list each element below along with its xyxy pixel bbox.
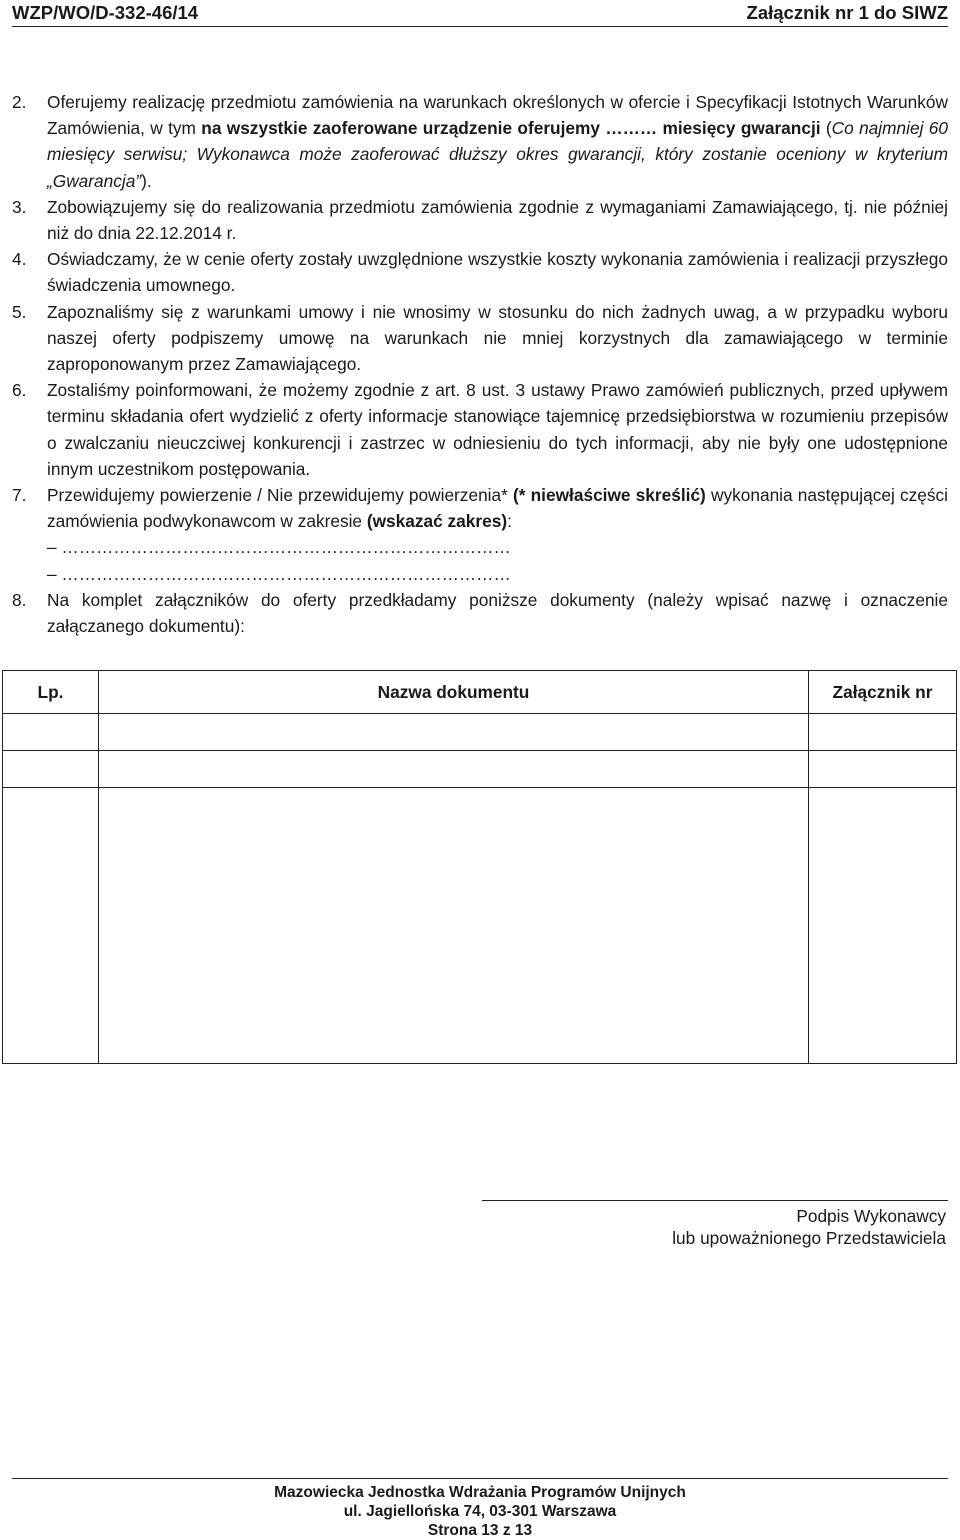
item-number: 2. [12,92,27,112]
signature-line [482,1200,948,1201]
column-header-document-name: Nazwa dokumentu [99,671,809,714]
item-text: Zobowiązujemy się do realizowania przedmiotu zamówienia zgodnie z wymaganiami Zamawiającego, tj. nie później niż do dnia 22.12.2014 r. [47,196,948,244]
table-header-row [3,671,957,714]
scope-note: (wskazać zakres) [366,511,508,532]
column-header-attachment-number: Załącznik nr [809,671,957,714]
page-header [12,0,948,26]
table-cell[interactable] [3,714,99,751]
item-text: Oświadczamy, że w cenie oferty zostały uwzględnione wszystkie koszty wykonania zamówienia i realizacji przyszłego świadczenia umownego. [47,249,948,296]
list-item-7 [12,482,948,587]
table-cell[interactable] [99,714,809,751]
table-row [3,714,957,751]
documents-table [2,670,957,1064]
item-text: Oferujemy realizację przedmiotu zamówienia na warunkach określonych w ofercie i Specyfikacji Istotnych Warunków Zamówienia, w tym na wszystkie zaoferowane urządzenie oferujemy ……… miesięcy gwarancji (Co najmniej 60 miesięcy serwisu; Wykonawca może zaoferować dłuższy okres gwarancji, który zostanie oceniony w kryterium „Gwarancja”). [47,92,948,191]
header-divider [12,26,948,27]
signature-caption-1: Podpis Wykonawcy [796,1206,946,1226]
signature-caption-2: lub upoważnionego Przedstawiciela [672,1228,946,1248]
document-reference: WZP/WO/D-332-46/14 [12,2,199,23]
declarations-list [12,89,948,639]
table-cell[interactable] [99,751,809,788]
list-item-5 [12,299,948,378]
warranty-note: Co najmniej 60 miesięcy serwisu; Wykonawca może zaoferować dłuższy okres gwarancji, który zostanie oceniony w kryterium „Gwarancja” [47,118,948,191]
footer-address: ul. Jagiellońska 74, 03-301 Warszawa [343,1503,617,1520]
list-item-4 [12,246,948,298]
item-number: 4. [12,249,27,270]
list-item-2 [12,89,948,194]
subcontract-line-2: – …………………………………………………………………… [47,563,511,584]
table-row [3,788,957,1064]
item-text: Na komplet załączników do oferty przedkładamy poniższe dokumenty (należy wpisać nazwę i oznaczenie załączanego dokumentu): [47,589,948,637]
page-footer [0,1483,960,1540]
table-cell[interactable] [3,751,99,788]
item-number: 5. [12,301,27,322]
table-cell[interactable] [809,751,957,788]
subcontract-line-1: – …………………………………………………………………… [47,537,511,558]
list-item-8 [12,587,948,639]
footer-divider [12,1478,948,1479]
table-cell[interactable] [99,788,809,1064]
item-text: Przewidujemy powierzenie / Nie przewidujemy powierzenia* (* niewłaściwe skreślić) wykonania następującej części zamówienia podwykonawcom w zakresie (wskazać zakres): [47,485,948,532]
column-header-lp: Lp. [3,671,99,714]
list-item-3 [12,194,948,246]
attachment-label: Załącznik nr 1 do SIWZ [746,2,948,23]
strike-note: (* niewłaściwe skreślić) [513,485,706,506]
page-number: Strona 13 z 13 [427,1522,533,1539]
item-text: Zostaliśmy poinformowani, że możemy zgodnie z art. 8 ust. 3 ustawy Prawo zamówień publicznych, przed upływem terminu składania ofert wydzielić z oferty informacje stanowiące tajemnicę przedsiębiorstwa w rozumieniu przepisów o zwalczaniu nieuczciwej konkurencji i zastrzec w odniesieniu do tych informacji, aby nie były one udostępnione innym uczestnikom postępowania. [47,380,948,479]
item-number: 6. [12,380,27,401]
table-cell[interactable] [809,788,957,1064]
table-cell[interactable] [3,788,99,1064]
footer-organization: Mazowiecka Jednostka Wdrażania Programów Unijnych [274,1484,686,1501]
table-row [3,751,957,788]
list-item-6 [12,377,948,482]
table-cell[interactable] [809,714,957,751]
warranty-clause: na wszystkie zaoferowane urządzenie oferujemy ……… miesięcy gwarancji [201,118,821,139]
item-number: 8. [12,589,27,610]
item-text: Zapoznaliśmy się z warunkami umowy i nie wnosimy w stosunku do nich żadnych uwag, a w przypadku wyboru naszej oferty podpiszemy umowę na warunkach nie mniej korzystnych dla zamawiającego w terminie zaproponowanym przez Zamawiającego. [47,301,948,375]
item-number: 3. [12,196,27,217]
signature-block [672,1205,946,1249]
item-number: 7. [12,485,27,506]
